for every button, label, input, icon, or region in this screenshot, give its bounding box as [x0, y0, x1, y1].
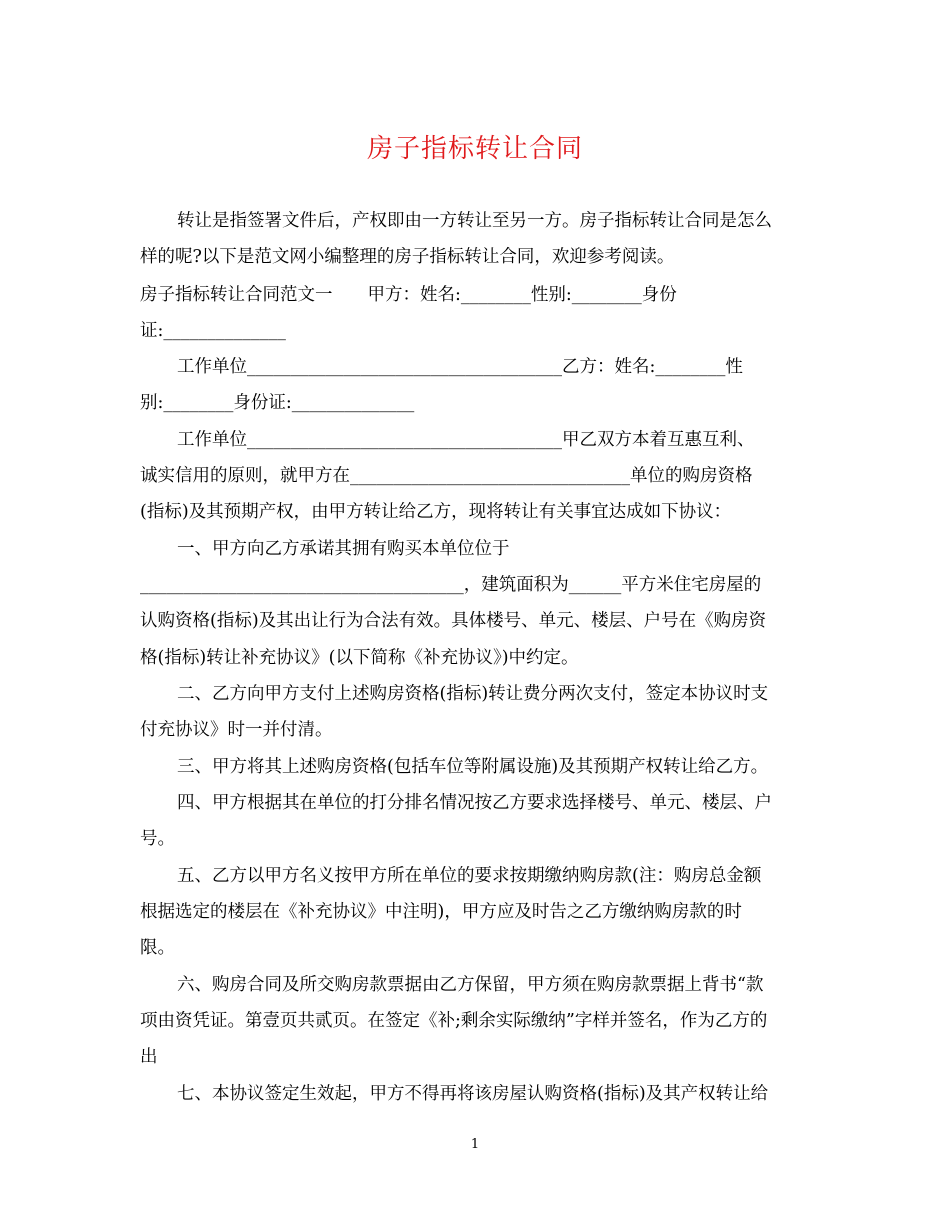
- text-line: 房子指标转让合同范文一 甲方：姓名:________性别:________身份: [140, 285, 677, 305]
- text-line: 六、购房合同及所交购房款票据由乙方保留，甲方须在购房款票据上背书“款: [177, 975, 764, 995]
- text-line: 样的呢?以下是范文网小编整理的房子指标转让合同，欢迎参考阅读。: [140, 247, 675, 267]
- text-line: (指标)及其预期产权，由甲方转让给乙方，现将转让有关事宜达成如下协议：: [140, 502, 732, 522]
- text-line: 七、本协议签定生效起，甲方不得再将该房屋认购资格(指标)及其产权转让给: [177, 1084, 769, 1104]
- text-line: 四、甲方根据其在单位的打分排名情况按乙方要求选择楼号、单元、楼层、户: [177, 793, 772, 813]
- text-line: 根据选定的楼层在《补充协议》中注明)，甲方应及时告之乙方缴纳购房款的时: [140, 902, 742, 922]
- text-line: 付充协议》时一并付清。: [140, 720, 333, 740]
- text-line: 出: [140, 1047, 158, 1067]
- text-line: 一、甲方向乙方承诺其拥有购买本单位位于: [177, 539, 510, 559]
- text-line: 证:______________: [140, 321, 286, 341]
- text-line: 号。: [140, 829, 175, 849]
- text-line: 项由资凭证。第壹页共贰页。在签定《补;剩余实际缴纳”字样并签名，作为乙方的: [140, 1011, 768, 1031]
- text-line: 三、甲方将其上述购房资格(包括车位等附属设施)及其预期产权转让给乙方。: [177, 757, 769, 777]
- text-line: 格(指标)转让补充协议》(以下简称《补充协议》)中约定。: [140, 648, 579, 668]
- page-number: 1: [470, 1137, 480, 1152]
- text-line: _____________________________________，建筑面积为______平方米住宅房屋的: [140, 575, 762, 595]
- text-line: 五、乙方以甲方名义按甲方所在单位的要求按期缴纳购房款(注：购房总金额: [177, 866, 762, 886]
- text-line: 转让是指签署文件后，产权即由一方转让至另一方。房子指标转让合同是怎么: [177, 211, 772, 231]
- document-title: 房子指标转让合同: [366, 134, 583, 164]
- text-line: 二、乙方向甲方支付上述购房资格(指标)转让费分两次支付，签定本协议时支: [177, 684, 769, 704]
- text-line: 工作单位____________________________________乙方：姓名:________性: [177, 357, 743, 377]
- text-line: 限。: [140, 938, 175, 958]
- text-line: 诚实信用的原则，就甲方在________________________________单位的购房资格: [140, 466, 753, 486]
- text-line: 别:________身份证:______________: [140, 393, 415, 413]
- text-line: 认购资格(指标)及其出让行为合法有效。具体楼号、单元、楼层、户号在《购房资: [140, 611, 767, 631]
- text-line: 工作单位____________________________________甲乙双方本着互惠互利、: [177, 430, 755, 450]
